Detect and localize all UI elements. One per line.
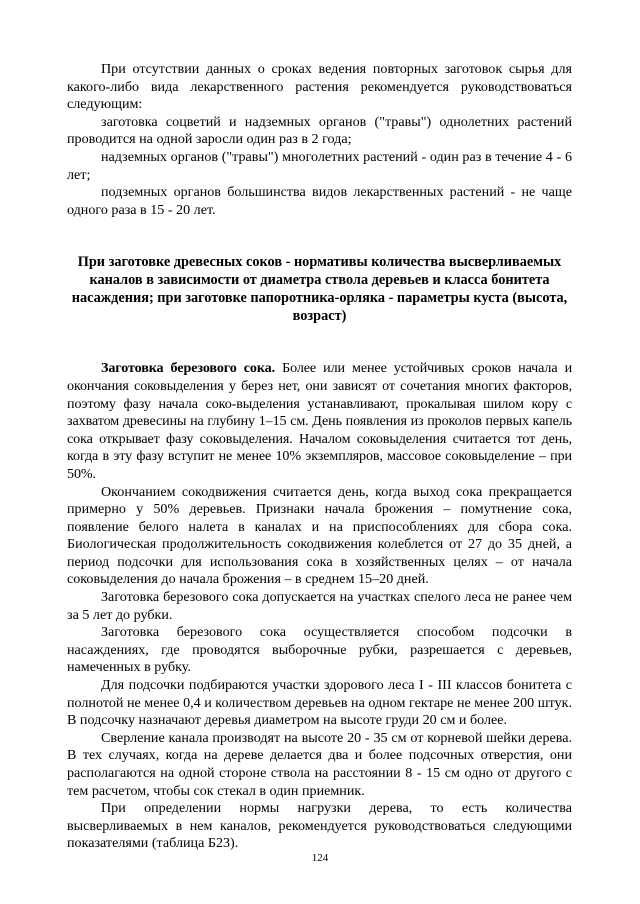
paragraph-tapping-method: Заготовка березового сока осуществляется способом подсочки в насаждениях, где проводятся выборочные рубки, разрешается с деревьев, намеченных в рубку. <box>67 624 572 676</box>
paragraph-mature-forest: Заготовка березового сока допускается на участках спелого леса не ранее чем за 5 лет до рубки. <box>67 589 572 623</box>
paragraph-birch-sap-start <box>67 360 572 483</box>
page-number: 124 <box>311 852 329 864</box>
paragraph-sap-end: Окончанием сокодвижения считается день, когда выход сока прекращается примерно у 50% деревьев. Признаки начала брожения – помутнение сока, появление белого налета в каналах и на приспособлениях для сбора сока. Биологическая продолжительность сокодвижения колеблется от 27 до 35 дней, а период подсочки для использования сока в хозяйственных целях – от начала соковыделения до начала брожения – в среднем 15–20 дней. <box>67 483 572 588</box>
paragraph-underground-organs: подземных органов большинства видов лекарственных растений - не чаще одного раза в 15 - 20 лет. <box>67 184 572 218</box>
paragraph-text: Более или менее устойчивых сроков начала и окончания соковыделения у берез нет, они зависят от сочетания многих факторов, поэтому фазу начала соко-выделения устанавливают, прокалывая шилом кору с захватом древесины на глубину 1–15 см. День появления из проколов первых капель сока открывает фазу соковыделения. Началом соковыделения считается тот день, когда в эту фазу вступит не менее 10% экземпляров, массовое соковыделение – при 50%. <box>67 360 573 482</box>
paragraph-annual-herbs: заготовка соцветий и надземных органов ("травы") однолетних растений проводится на одной заросли один раз в 2 года; <box>67 113 572 148</box>
run-in-heading: Заготовка березового сока. <box>101 360 276 377</box>
paragraph-drilling: Сверление канала производят на высоте 20 - 35 см от корневой шейки дерева. В тех случаях, когда на дереве делается два и более подсочных отверстия, они располагаются на одной стороне ствола на расстоянии 8 - 15 см одно от другого с тем расчетом, чтобы сок стекал в один приемник. <box>67 729 572 799</box>
paragraph-repeat-harvest-intro: При отсутствии данных о сроках ведения повторных заготовок сырья для какого-либо вида лекарственного растения рекомендуется руководствоваться следующим: <box>67 61 572 113</box>
document-page <box>67 61 572 853</box>
section-heading: При заготовке древесных соков - нормативы количества высверливаемых каналов в зависимости от диаметра ствола деревьев и класса бонитета насаждения; при заготовке папоротника-орляка - параметры куста (высота, возраст) <box>71 254 568 325</box>
paragraph-perennial-herbs: надземных органов ("травы") многолетних растений - один раз в течение 4 - 6 лет; <box>67 148 572 183</box>
paragraph-site-selection: Для подсочки подбираются участки здорового леса I - III классов бонитета с полнотой не менее 0,4 и количеством деревьев на одном гектаре не менее 200 штук. В подсочку назначают деревья диаметром на высоте груди 20 см и более. <box>67 677 572 729</box>
paragraph-load-norm: При определении нормы нагрузки дерева, то есть количества высверливаемых в нем каналов, рекомендуется руководствоваться следующими показателями (таблица Б23). <box>67 800 572 852</box>
